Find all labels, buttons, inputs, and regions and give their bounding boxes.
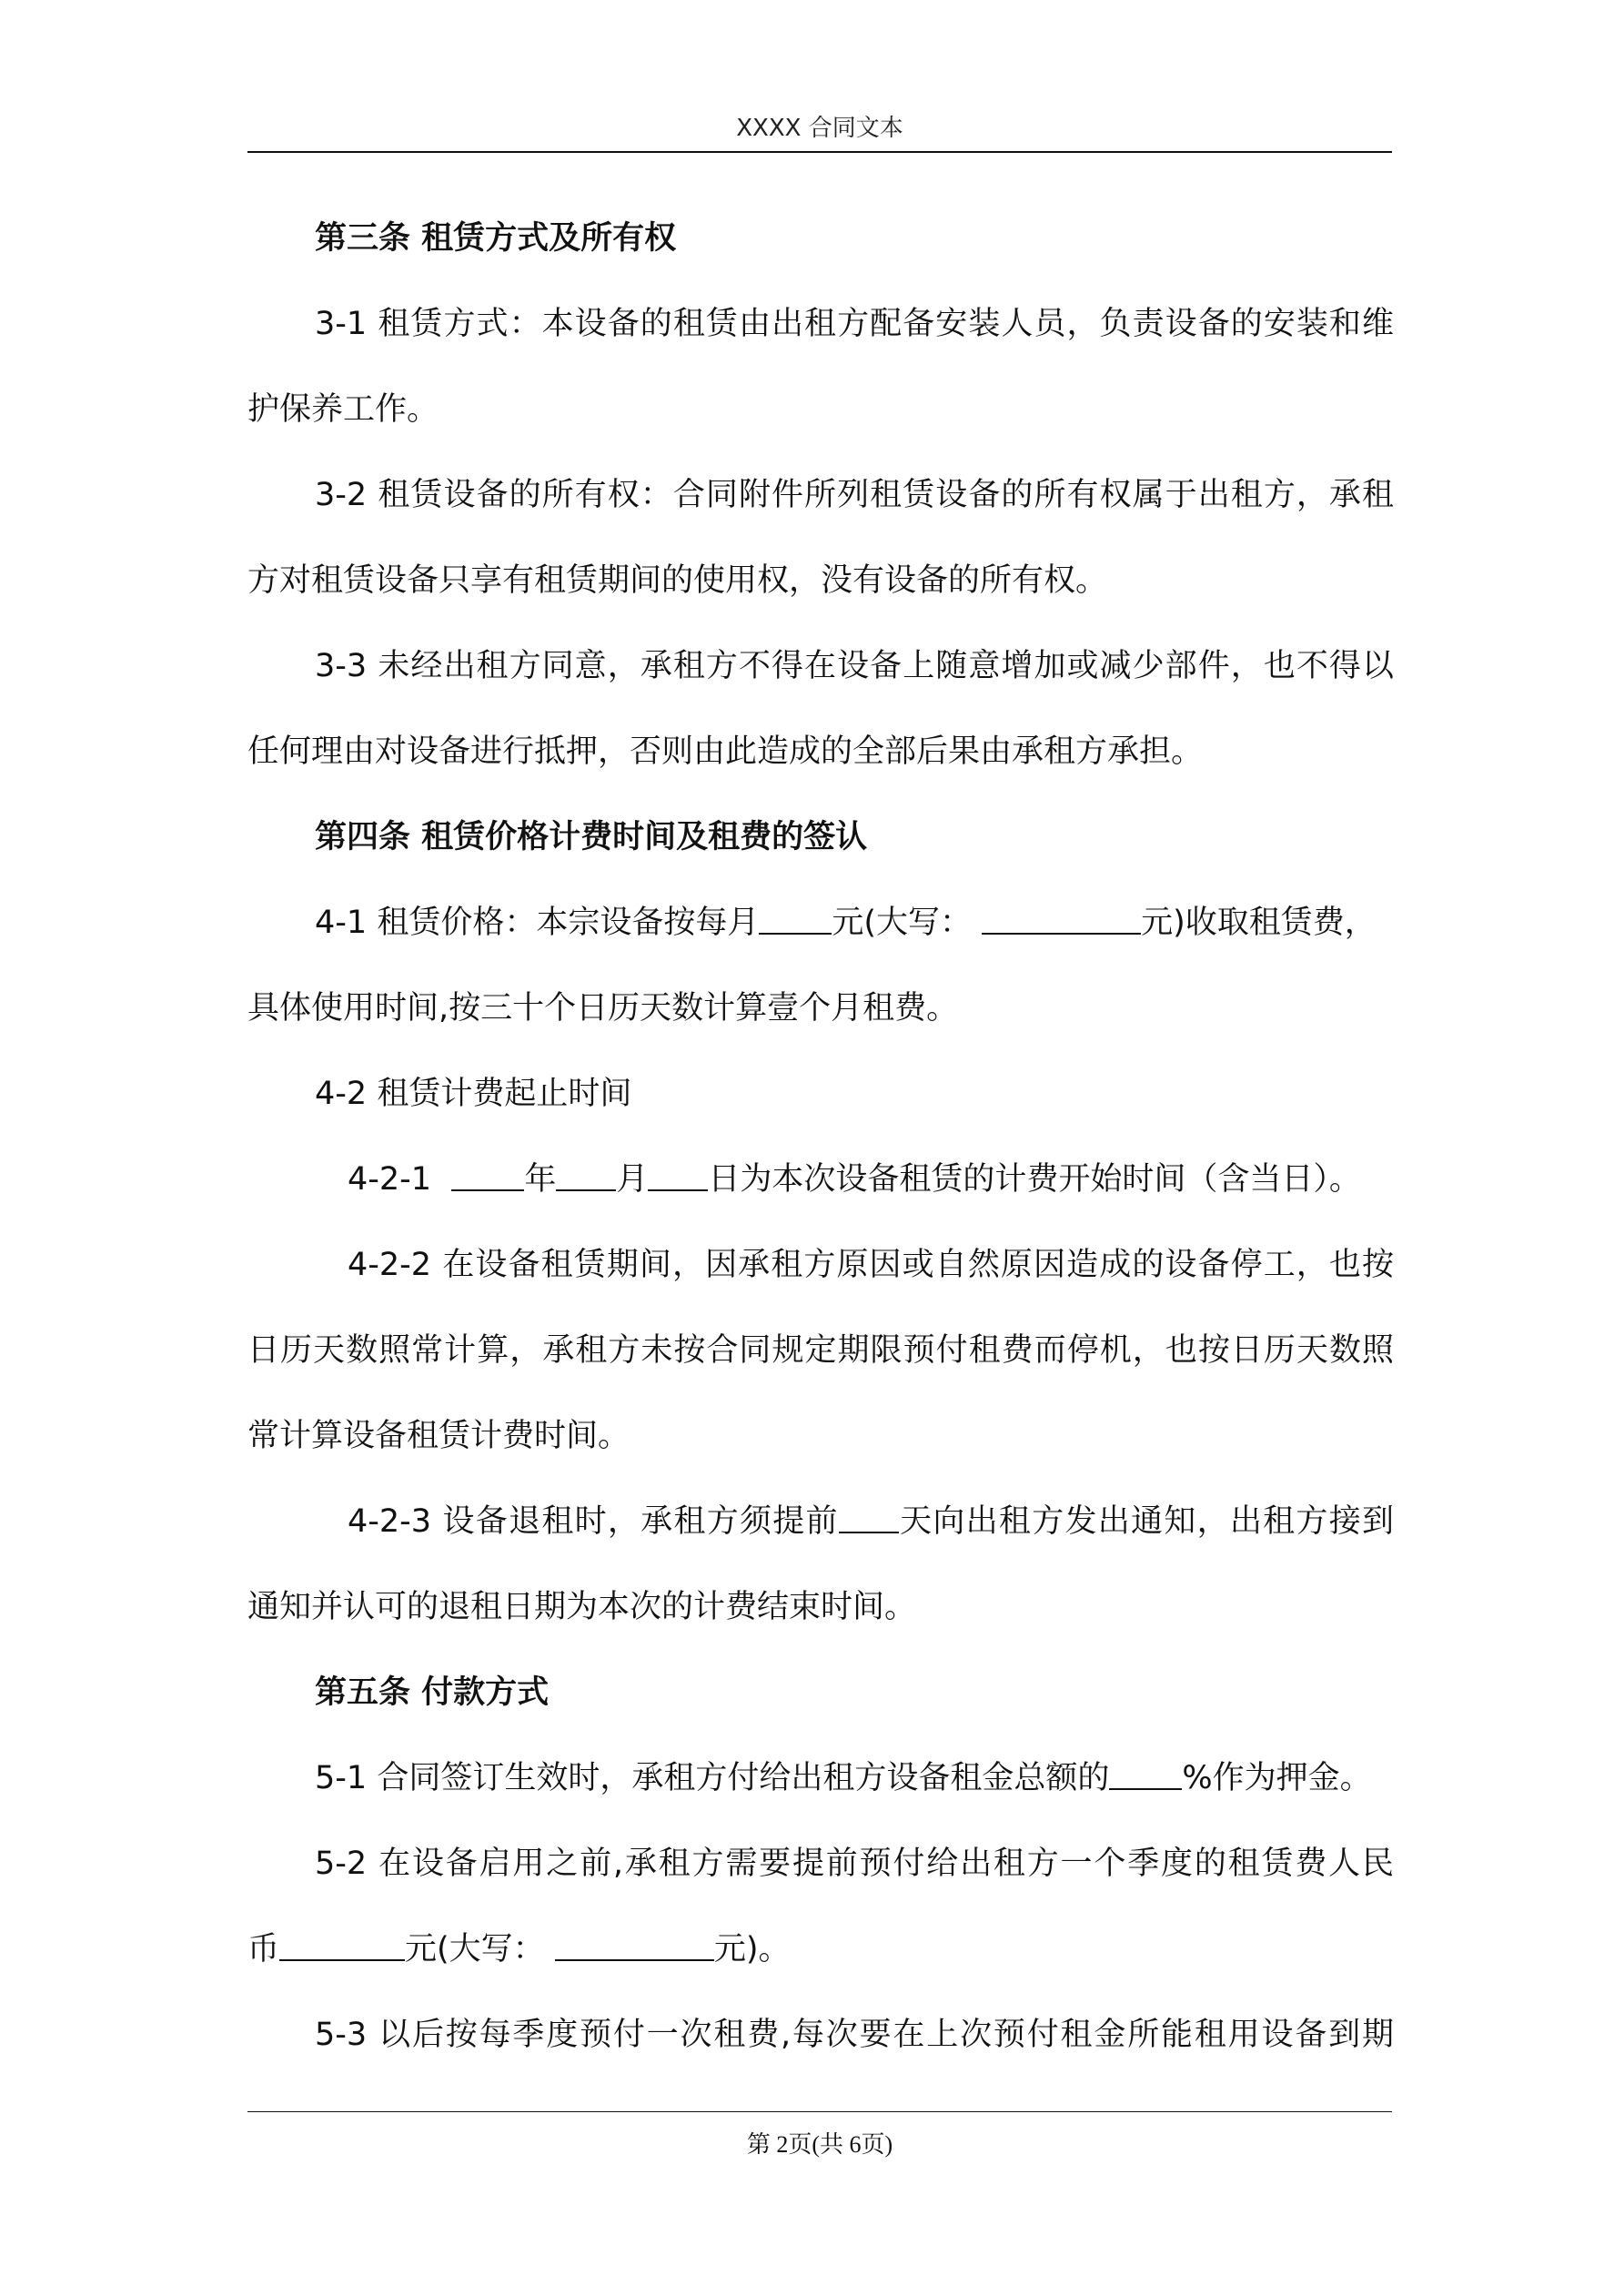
clause-number: 3-3 [315, 648, 368, 684]
clause-text: 在设备租赁期间，因承租方原因或自然原因造成的设备停工，也按 [442, 1247, 1394, 1283]
clause-4-2-1 [247, 1159, 1394, 1245]
clause-number: 4-2 [315, 1076, 368, 1112]
clause-text: 在设备启用之前,承租方需要提前预付给出租方一个季度的租赁费人民 [378, 1846, 1394, 1882]
header-rule [247, 151, 1392, 153]
prepay-amount-blank[interactable] [279, 1930, 405, 1961]
clause-3-1-line-1 [247, 304, 1394, 389]
clause-number: 5-3 [315, 2017, 368, 2053]
article-4-heading: 第四条 租赁价格计费时间及租费的签认 [315, 819, 868, 855]
contract-body [247, 218, 1394, 2100]
clause-text: 币 [247, 1931, 280, 1967]
clause-number: 3-2 [315, 477, 368, 513]
start-day-blank[interactable] [648, 1160, 708, 1191]
clause-5-3-line-1 [247, 2015, 1394, 2100]
footer-rule [247, 2111, 1392, 2112]
clause-text: 租赁计费起止时间 [377, 1076, 632, 1112]
year-label: 年 [524, 1161, 557, 1198]
clause-text: 以后按每季度预付一次租费,每次要在上次预付租金所能租用设备到期 [378, 2017, 1394, 2053]
clause-text: 合同签订生效时，承租方付给出租方设备租金总额的 [377, 1760, 1110, 1796]
clause-text: 元(大写： [405, 1931, 545, 1967]
clause-text: 元)。 [713, 1931, 791, 1967]
clause-4-1-line-1 [247, 903, 1394, 988]
monthly-price-blank[interactable] [759, 904, 832, 935]
clause-number: 3-1 [315, 306, 368, 342]
clause-5-2-line-2 [247, 1929, 1394, 2015]
clause-4-2-2-line-3: 常计算设备租赁计费时间。 [247, 1418, 630, 1454]
clause-3-3-line-1 [247, 646, 1394, 732]
clause-4-2-3-line-1 [247, 1502, 1394, 1587]
clause-number: 4-2-3 [348, 1503, 432, 1540]
clause-5-1 [247, 1758, 1394, 1844]
start-month-blank[interactable] [556, 1160, 616, 1191]
article-3-heading: 第三条 租赁方式及所有权 [315, 220, 677, 257]
clause-number: 5-1 [315, 1760, 368, 1796]
clause-number: 4-2-2 [348, 1247, 432, 1283]
clause-text: 未经出租方同意，承租方不得在设备上随意增加或减少部件，也不得以 [378, 648, 1394, 684]
running-header: XXXX 合同文本 [736, 115, 903, 142]
clause-text: 设备退租时，承租方须提前 [442, 1503, 839, 1540]
clause-3-3-line-2: 任何理由对设备进行抵押，否则由此造成的全部后果由承租方承担。 [247, 733, 1204, 770]
start-year-blank[interactable] [451, 1160, 524, 1191]
clause-3-1-line-2: 护保养工作。 [247, 391, 439, 428]
clause-number: 4-1 [315, 905, 368, 941]
article-5-heading: 第五条 付款方式 [315, 1674, 550, 1711]
clause-4-2 [247, 1074, 1394, 1159]
clause-text: 租赁设备的所有权：合同附件所列租赁设备的所有权属于出租方，承租 [378, 477, 1394, 513]
page-number: 第 2页(共 6页) [746, 2131, 893, 2158]
clause-text: 天向出租方发出通知，出租方接到 [898, 1503, 1394, 1540]
clause-4-2-2-line-1 [247, 1245, 1394, 1330]
clause-text: 日为本次设备租赁的计费开始时间（含当日）。 [708, 1161, 1361, 1198]
month-label: 月 [616, 1161, 649, 1198]
clause-text: 租赁方式：本设备的租赁由出租方配备安装人员，负责设备的安装和维 [378, 306, 1394, 342]
clause-text: 租赁价格：本宗设备按每月 [377, 905, 760, 941]
price-in-words-blank[interactable] [982, 904, 1141, 935]
clause-text: 元(大写： [832, 905, 972, 941]
notice-days-blank[interactable] [839, 1502, 899, 1533]
clause-5-2-line-1 [247, 1844, 1394, 1929]
clause-3-2-line-1 [247, 475, 1394, 561]
clause-4-1-line-2: 具体使用时间,按三十个日历天数计算壹个月租费。 [247, 990, 959, 1027]
clause-4-2-3-line-2: 通知并认可的退租日期为本次的计费结束时间。 [247, 1589, 917, 1625]
deposit-percent-blank[interactable] [1109, 1759, 1182, 1790]
clause-text: %作为押金。 [1182, 1760, 1372, 1796]
clause-number: 4-2-1 [348, 1161, 432, 1198]
clause-3-2-line-2: 方对租赁设备只享有租赁期间的使用权，没有设备的所有权。 [247, 562, 1108, 599]
clause-4-2-2-line-2: 日历天数照常计算，承租方未按合同规定期限预付租费而停机，也按日历天数照 [247, 1332, 1394, 1369]
clause-number: 5-2 [315, 1846, 368, 1882]
prepay-in-words-blank[interactable] [555, 1930, 714, 1961]
clause-text: 元)收取租赁费， [1141, 905, 1377, 941]
